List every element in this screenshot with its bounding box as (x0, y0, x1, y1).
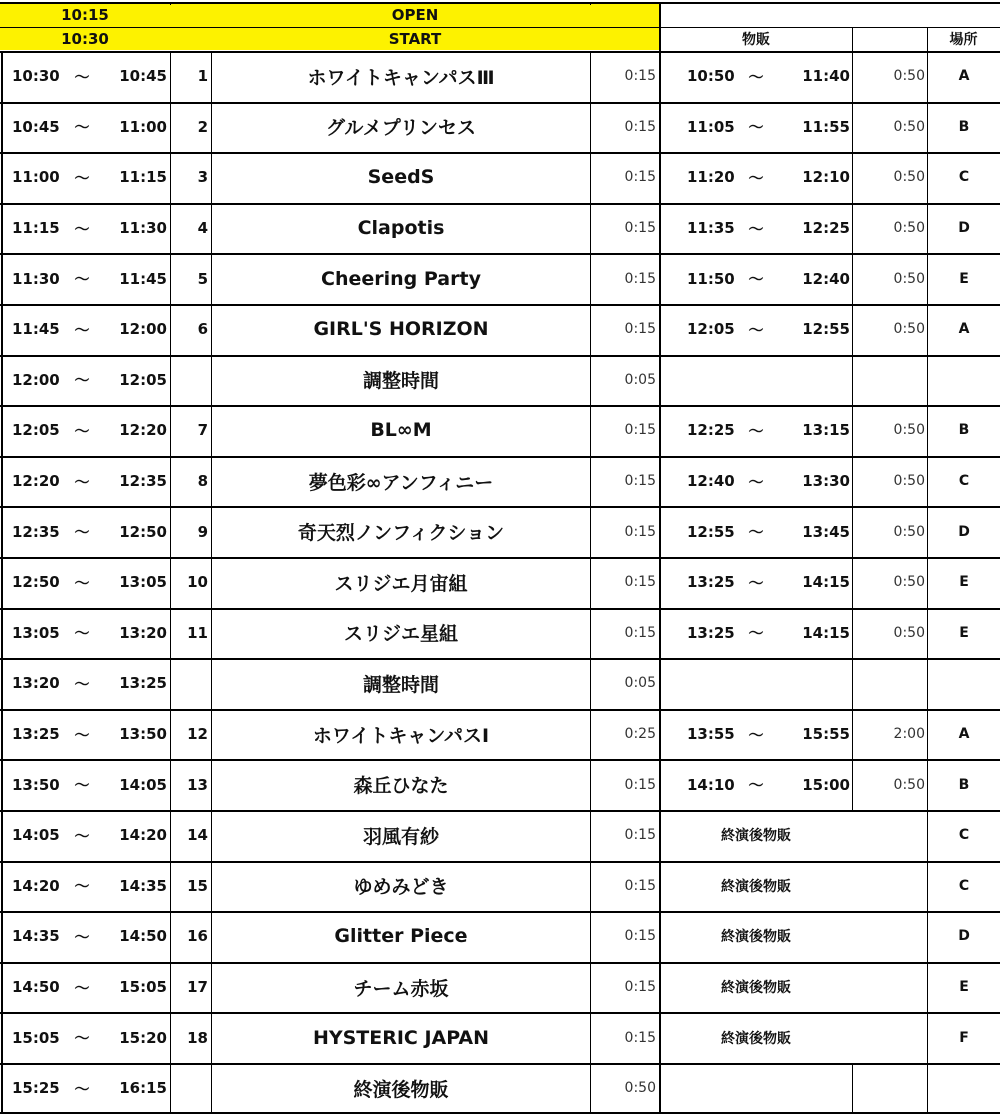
row-number: 10 (187, 573, 208, 592)
row-duration: 0:50 (624, 1080, 656, 1097)
row-start-time: 10:30 (12, 67, 60, 86)
row-performer-name: グルメプリンセス (325, 117, 477, 140)
row-merch-end: 13:45 (802, 522, 850, 541)
row-merch-tilde: ～ (748, 270, 764, 289)
row-performer-name: 夢色彩∞アンフィニー (308, 471, 494, 494)
row-number (171, 355, 208, 406)
row-performer-name: ホワイトキャンパスⅠ (312, 724, 490, 747)
row-merch-end: 13:30 (802, 472, 850, 491)
row-start-time: 12:20 (12, 472, 60, 491)
header-divider-place (927, 28, 928, 51)
row-duration: 0:15 (624, 827, 656, 844)
row-duration: 0:15 (624, 979, 656, 996)
row-merch-duration: 0:50 (893, 169, 925, 186)
row-tilde: ～ (74, 927, 90, 946)
row-place: D (958, 523, 970, 540)
row-merch-note: 終演後物販 (721, 929, 791, 946)
row-rule (0, 253, 1000, 255)
row-merch-duration: 0:50 (893, 473, 925, 490)
row-merch-start: 11:05 (687, 117, 735, 136)
row-end-time: 12:35 (119, 472, 167, 491)
row-merch-tilde: ～ (748, 725, 764, 744)
row-place: A (958, 321, 970, 338)
row-number (171, 1063, 208, 1114)
row-number: 5 (197, 269, 208, 288)
header-top-rule (0, 2, 1000, 4)
row-duration: 0:25 (624, 726, 656, 743)
row-performer-name: BL∞M (370, 419, 432, 442)
row-tilde: ～ (74, 1079, 90, 1098)
row-place: A (958, 68, 970, 85)
row-end-time: 13:20 (119, 623, 167, 642)
header-divider-top-a (170, 2, 171, 5)
row-start-time: 14:35 (12, 927, 60, 946)
row-number: 7 (197, 421, 208, 440)
row-merch-tilde: ～ (748, 776, 764, 795)
row-merch-start: 11:20 (687, 168, 735, 187)
row-rule (0, 203, 1000, 205)
row-place: D (958, 220, 970, 237)
row-merch-end: 12:40 (802, 269, 850, 288)
row-duration: 0:15 (624, 220, 656, 237)
row-place (928, 658, 1000, 709)
row-end-time: 12:05 (119, 370, 167, 389)
row-tilde: ～ (74, 371, 90, 390)
row-duration: 0:15 (624, 169, 656, 186)
row-performer-name: 羽風有紗 (362, 825, 439, 848)
row-tilde: ～ (74, 776, 90, 795)
row-tilde: ～ (74, 826, 90, 845)
row-rule (0, 506, 1000, 508)
row-rule (0, 152, 1000, 154)
row-duration: 0:15 (624, 624, 656, 641)
row-place: B (958, 422, 970, 439)
row-duration: 0:15 (624, 877, 656, 894)
row-performer-name: ゆめみどき (353, 876, 449, 899)
row-end-time: 12:50 (119, 522, 167, 541)
row-merch-end: 12:10 (802, 168, 850, 187)
row-place: C (958, 827, 970, 844)
row-tilde: ～ (74, 472, 90, 491)
row-tilde: ～ (74, 219, 90, 238)
row-number: 18 (187, 1028, 208, 1047)
row-performer-name: チーム赤坂 (353, 977, 449, 1000)
row-number: 15 (187, 876, 208, 895)
row-merch-duration: 0:50 (893, 776, 925, 793)
row-tilde: ～ (74, 168, 90, 187)
row-start-time: 15:05 (12, 1028, 60, 1047)
row-merch-tilde: ～ (748, 421, 764, 440)
row-start-time: 10:45 (12, 117, 60, 136)
row-merch-tilde: ～ (748, 168, 764, 187)
merch-note-merge (851, 964, 854, 1013)
row-end-time: 13:05 (119, 573, 167, 592)
row-merch-tilde: ～ (748, 624, 764, 643)
row-end-time: 10:45 (119, 67, 167, 86)
row-start-time: 11:00 (12, 168, 60, 187)
row-duration: 0:15 (624, 321, 656, 338)
row-merch-end: 12:25 (802, 219, 850, 238)
merch-note-merge (851, 913, 854, 962)
row-place: C (958, 169, 970, 186)
row-rule (0, 911, 1000, 913)
row-merch-end: 11:40 (802, 67, 850, 86)
row-merch-duration: 0:50 (893, 321, 925, 338)
row-place: B (958, 776, 970, 793)
row-merch-end: 14:15 (802, 573, 850, 592)
row-number: 3 (197, 168, 208, 187)
place-header: 場所 (949, 32, 978, 48)
merch-note-merge (851, 1014, 854, 1063)
header-divider (659, 2, 661, 51)
row-start-time: 13:20 (12, 674, 60, 693)
row-number: 12 (187, 725, 208, 744)
row-tilde: ～ (74, 67, 90, 86)
row-start-time: 11:30 (12, 269, 60, 288)
row-number: 1 (197, 67, 208, 86)
row-place: E (959, 270, 969, 287)
row-duration: 0:15 (624, 270, 656, 287)
row-end-time: 11:15 (119, 168, 167, 187)
row-merch-duration: 0:50 (893, 220, 925, 237)
row-number (171, 658, 208, 709)
row-rule (0, 709, 1000, 711)
row-tilde: ～ (74, 118, 90, 137)
row-end-time: 14:20 (119, 826, 167, 845)
open-time: 10:15 (61, 6, 109, 24)
header-divider-merch (852, 28, 853, 51)
row-start-time: 12:35 (12, 522, 60, 541)
row-merch-duration: 0:50 (893, 270, 925, 287)
row-end-time: 14:35 (119, 876, 167, 895)
row-end-time: 14:05 (119, 775, 167, 794)
row-tilde: ～ (74, 573, 90, 592)
row-performer-name: HYSTERIC JAPAN (312, 1026, 490, 1049)
row-tilde: ～ (74, 624, 90, 643)
row-number: 6 (197, 320, 208, 339)
row-number: 2 (197, 117, 208, 136)
row-duration: 0:15 (624, 1029, 656, 1046)
row-rule (0, 608, 1000, 610)
row-rule (0, 557, 1000, 559)
row-merch-tilde: ～ (748, 573, 764, 592)
row-performer-name: Glitter Piece (334, 925, 468, 948)
row-performer-name: 奇天烈ノンフィクション (297, 522, 505, 545)
row-start-time: 13:05 (12, 623, 60, 642)
row-duration: 0:15 (624, 776, 656, 793)
row-merch-start: 11:50 (687, 269, 735, 288)
row-place: A (958, 726, 970, 743)
row-start-time: 13:50 (12, 775, 60, 794)
row-place: C (958, 877, 970, 894)
row-end-time: 13:50 (119, 725, 167, 744)
row-end-time: 16:15 (119, 1079, 167, 1098)
row-duration: 0:15 (624, 523, 656, 540)
row-number: 13 (187, 775, 208, 794)
row-number: 8 (197, 472, 208, 491)
row-start-time: 13:25 (12, 725, 60, 744)
row-place: B (958, 118, 970, 135)
row-merch-tilde: ～ (748, 320, 764, 339)
column-rule (170, 51, 171, 1114)
row-merch-start: 12:40 (687, 472, 735, 491)
row-place: E (959, 624, 969, 641)
row-performer-name: ホワイトキャンパスⅢ (307, 66, 495, 89)
start-time: 10:30 (61, 30, 109, 48)
row-place: F (959, 1029, 969, 1046)
row-merch-tilde: ～ (748, 219, 764, 238)
row-performer-name: 終演後物販 (353, 1078, 449, 1101)
row-number: 4 (197, 219, 208, 238)
row-start-time: 14:50 (12, 978, 60, 997)
row-rule (0, 810, 1000, 812)
row-place: E (959, 574, 969, 591)
row-merch-duration: 0:50 (893, 523, 925, 540)
row-start-time: 11:45 (12, 320, 60, 339)
row-place (928, 1063, 1000, 1114)
row-end-time: 13:25 (119, 674, 167, 693)
row-end-time: 12:20 (119, 421, 167, 440)
row-duration: 0:05 (624, 675, 656, 692)
row-start-time: 15:25 (12, 1079, 60, 1098)
header-divider-top-b (590, 2, 591, 5)
row-rule (0, 51, 1000, 53)
row-duration: 0:15 (624, 118, 656, 135)
row-merch-end: 15:55 (802, 725, 850, 744)
row-number: 17 (187, 978, 208, 997)
row-merch-end: 14:15 (802, 623, 850, 642)
row-merch-start: 13:25 (687, 573, 735, 592)
row-merch-start: 12:25 (687, 421, 735, 440)
row-place: C (958, 473, 970, 490)
row-place: D (958, 928, 970, 945)
row-performer-name: Cheering Party (321, 267, 481, 290)
row-end-time: 11:00 (119, 117, 167, 136)
row-duration: 0:15 (624, 574, 656, 591)
start-label: START (388, 30, 442, 48)
row-performer-name: 調整時間 (362, 370, 439, 393)
column-rule (590, 51, 591, 1114)
merch-note-merge (851, 812, 854, 861)
row-tilde: ～ (74, 674, 90, 693)
row-end-time: 15:05 (119, 978, 167, 997)
row-duration: 0:15 (624, 928, 656, 945)
row-merch-duration: 0:50 (893, 624, 925, 641)
row-start-time: 12:50 (12, 573, 60, 592)
row-merch-note: 終演後物販 (721, 1030, 791, 1047)
row-end-time: 11:30 (119, 219, 167, 238)
row-end-time: 14:50 (119, 927, 167, 946)
row-merch-start: 13:55 (687, 725, 735, 744)
row-performer-name: 森丘ひなた (353, 775, 449, 798)
row-number: 14 (187, 826, 208, 845)
row-tilde: ～ (74, 320, 90, 339)
merch-note-merge (851, 863, 854, 912)
row-merch-tilde: ～ (748, 67, 764, 86)
row-merch-start: 13:25 (687, 623, 735, 642)
row-performer-name: GIRL'S HORIZON (313, 318, 489, 341)
row-merch-note: 終演後物販 (721, 980, 791, 997)
column-rule (1, 51, 3, 1114)
row-merch-duration: 0:50 (893, 422, 925, 439)
header-mid-rule (0, 27, 1000, 28)
row-merch-start: 12:55 (687, 522, 735, 541)
row-place: E (959, 979, 969, 996)
row-merch-start: 12:05 (687, 320, 735, 339)
table-bottom-rule (0, 1112, 1000, 1114)
row-rule (0, 456, 1000, 458)
merch-header: 物販 (742, 32, 770, 48)
row-tilde: ～ (74, 978, 90, 997)
row-start-time: 12:00 (12, 370, 60, 389)
row-duration: 0:05 (624, 371, 656, 388)
row-start-time: 14:05 (12, 826, 60, 845)
row-performer-name: SeedS (367, 166, 435, 189)
row-merch-duration: 0:50 (893, 68, 925, 85)
column-rule (927, 51, 928, 1114)
row-rule (0, 861, 1000, 863)
row-start-time: 14:20 (12, 876, 60, 895)
row-tilde: ～ (74, 725, 90, 744)
row-merch-start: 10:50 (687, 67, 735, 86)
row-performer-name: スリジエ月宙組 (334, 572, 468, 595)
row-rule (0, 355, 1000, 357)
row-number: 9 (197, 522, 208, 541)
row-merch-duration: 0:50 (893, 574, 925, 591)
row-merch-tilde: ～ (748, 118, 764, 137)
row-performer-name: Clapotis (357, 217, 445, 240)
row-tilde: ～ (74, 270, 90, 289)
column-rule (211, 51, 212, 1114)
row-duration: 0:15 (624, 473, 656, 490)
row-duration: 0:15 (624, 68, 656, 85)
row-merch-duration: 2:00 (893, 726, 925, 743)
open-label: OPEN (391, 6, 439, 24)
row-number: 16 (187, 927, 208, 946)
row-start-time: 11:15 (12, 219, 60, 238)
row-merch-note: 終演後物販 (721, 828, 791, 845)
row-merch-start: 14:10 (687, 775, 735, 794)
row-rule (0, 1063, 1000, 1065)
row-merch-end: 15:00 (802, 775, 850, 794)
row-place (928, 355, 1000, 406)
row-rule (0, 759, 1000, 761)
row-rule (0, 102, 1000, 104)
row-performer-name: スリジエ星組 (343, 623, 458, 646)
row-rule (0, 1012, 1000, 1014)
row-merch-duration: 0:50 (893, 118, 925, 135)
row-tilde: ～ (74, 523, 90, 542)
row-tilde: ～ (74, 421, 90, 440)
row-rule (0, 304, 1000, 306)
row-number: 11 (187, 623, 208, 642)
row-end-time: 15:20 (119, 1028, 167, 1047)
row-merch-tilde: ～ (748, 523, 764, 542)
row-merch-end: 13:15 (802, 421, 850, 440)
row-tilde: ～ (74, 1029, 90, 1048)
row-merch-note: 終演後物販 (721, 878, 791, 895)
row-rule (0, 962, 1000, 964)
row-performer-name: 調整時間 (362, 673, 439, 696)
column-rule (659, 51, 661, 1114)
row-end-time: 12:00 (119, 320, 167, 339)
row-rule (0, 405, 1000, 407)
row-end-time: 11:45 (119, 269, 167, 288)
row-merch-end: 12:55 (802, 320, 850, 339)
row-start-time: 12:05 (12, 421, 60, 440)
row-rule (0, 658, 1000, 660)
row-merch-tilde: ～ (748, 472, 764, 491)
row-merch-start: 11:35 (687, 219, 735, 238)
row-duration: 0:15 (624, 422, 656, 439)
row-merch-end: 11:55 (802, 117, 850, 136)
row-tilde: ～ (74, 877, 90, 896)
